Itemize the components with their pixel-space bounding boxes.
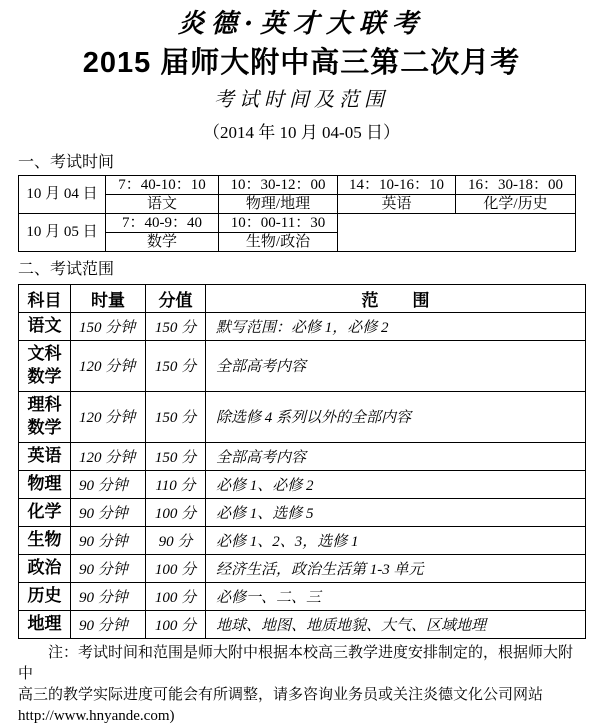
subject-cell: 化学 [19, 498, 71, 526]
date-cell: 10 月 05 日 [19, 214, 106, 252]
duration-cell: 90 分钟 [71, 470, 146, 498]
subtitle: 考试时间及范围 [214, 89, 389, 111]
subject-cell: 理科数学 [19, 391, 71, 442]
page-title: 2015 届师大附中高三第二次月考 [82, 47, 521, 79]
score-cell: 150 分 [146, 391, 206, 442]
footer-note [18, 643, 585, 727]
header-score: 分值 [146, 285, 206, 313]
time-cell: 10：30-12：00 [219, 176, 338, 195]
score-cell: 100 分 [146, 610, 206, 638]
time-cell: 7：40-9：40 [106, 214, 219, 233]
scope-cell: 地球、地图、地质地貌、大气、区域地理 [206, 610, 586, 638]
header-scope: 范 围 [206, 285, 586, 313]
subject-cell: 历史 [19, 582, 71, 610]
score-cell: 100 分 [146, 498, 206, 526]
duration-cell: 120 分钟 [71, 391, 146, 442]
scope-cell: 必修 1、必修 2 [206, 470, 586, 498]
section-heading-exam-scope: 二、考试范围 [18, 261, 115, 278]
footer-note-url: http://www.hnyande.com) [18, 707, 175, 724]
scope-cell: 必修 1、选修 5 [206, 498, 586, 526]
score-cell: 150 分 [146, 341, 206, 392]
scope-cell: 经济生活，政治生活第 1-3 单元 [206, 554, 586, 582]
date-cell: 10 月 04 日 [19, 176, 106, 214]
schedule-time-row [19, 214, 576, 233]
footer-line: 注：考试时间和范围是师大附中根据本校高三教学进度安排制定的，根据师大附中 [18, 644, 574, 682]
subject-cell: 化学/历史 [456, 195, 576, 214]
duration-cell: 90 分钟 [71, 526, 146, 554]
subject-cell: 地理 [19, 610, 71, 638]
scope-row [19, 341, 586, 392]
scope-row [19, 582, 586, 610]
footer-line: 高三的教学实际进度可能会有所调整，请多咨询业务员或关注炎德文化公司网站 [18, 686, 544, 703]
subject-cell: 英语 [19, 442, 71, 470]
score-cell: 90 分 [146, 526, 206, 554]
score-cell: 150 分 [146, 442, 206, 470]
header-duration: 时量 [71, 285, 146, 313]
scope-cell: 全部高考内容 [206, 442, 586, 470]
duration-cell: 90 分钟 [71, 554, 146, 582]
subject-cell: 数学 [106, 233, 219, 252]
date-range: （2014 年 10 月 04-05 日） [203, 123, 400, 142]
brand-title: 炎德·英才大联考 [177, 9, 426, 39]
scope-header-row [19, 285, 586, 313]
subject-cell: 物理 [19, 470, 71, 498]
scope-row [19, 554, 586, 582]
duration-cell: 90 分钟 [71, 498, 146, 526]
scope-cell: 全部高考内容 [206, 341, 586, 392]
subject-cell: 文科数学 [19, 341, 71, 392]
time-cell: 16：30-18：00 [456, 176, 576, 195]
score-cell: 110 分 [146, 470, 206, 498]
scope-row [19, 470, 586, 498]
duration-cell: 120 分钟 [71, 442, 146, 470]
scope-row [19, 442, 586, 470]
section-heading-exam-time: 一、考试时间 [18, 154, 115, 171]
score-cell: 150 分 [146, 313, 206, 341]
subject-cell: 物理/地理 [219, 195, 338, 214]
schedule-time-row [19, 176, 576, 195]
exam-schedule-table [18, 175, 576, 252]
time-cell: 14：10-16：10 [338, 176, 456, 195]
subject-cell: 英语 [338, 195, 456, 214]
subject-cell: 政治 [19, 554, 71, 582]
time-cell: 10：00-11：30 [219, 214, 338, 233]
scope-row [19, 610, 586, 638]
scope-cell: 除选修 4 系列以外的全部内容 [206, 391, 586, 442]
duration-cell: 120 分钟 [71, 341, 146, 392]
scope-row [19, 498, 586, 526]
scope-cell: 必修一、二、三 [206, 582, 586, 610]
empty-cell [338, 214, 576, 252]
duration-cell: 150 分钟 [71, 313, 146, 341]
duration-cell: 90 分钟 [71, 610, 146, 638]
header-subject: 科目 [19, 285, 71, 313]
scope-cell: 默写范围：必修 1，必修 2 [206, 313, 586, 341]
subject-cell: 生物/政治 [219, 233, 338, 252]
scope-cell: 必修 1、2、3，选修 1 [206, 526, 586, 554]
scope-row [19, 391, 586, 442]
subject-cell: 生物 [19, 526, 71, 554]
duration-cell: 90 分钟 [71, 582, 146, 610]
scope-row [19, 526, 586, 554]
score-cell: 100 分 [146, 582, 206, 610]
scope-row [19, 313, 586, 341]
subject-cell: 语文 [106, 195, 219, 214]
time-cell: 7：40-10：10 [106, 176, 219, 195]
subject-cell: 语文 [19, 313, 71, 341]
score-cell: 100 分 [146, 554, 206, 582]
exam-scope-table [18, 284, 586, 639]
